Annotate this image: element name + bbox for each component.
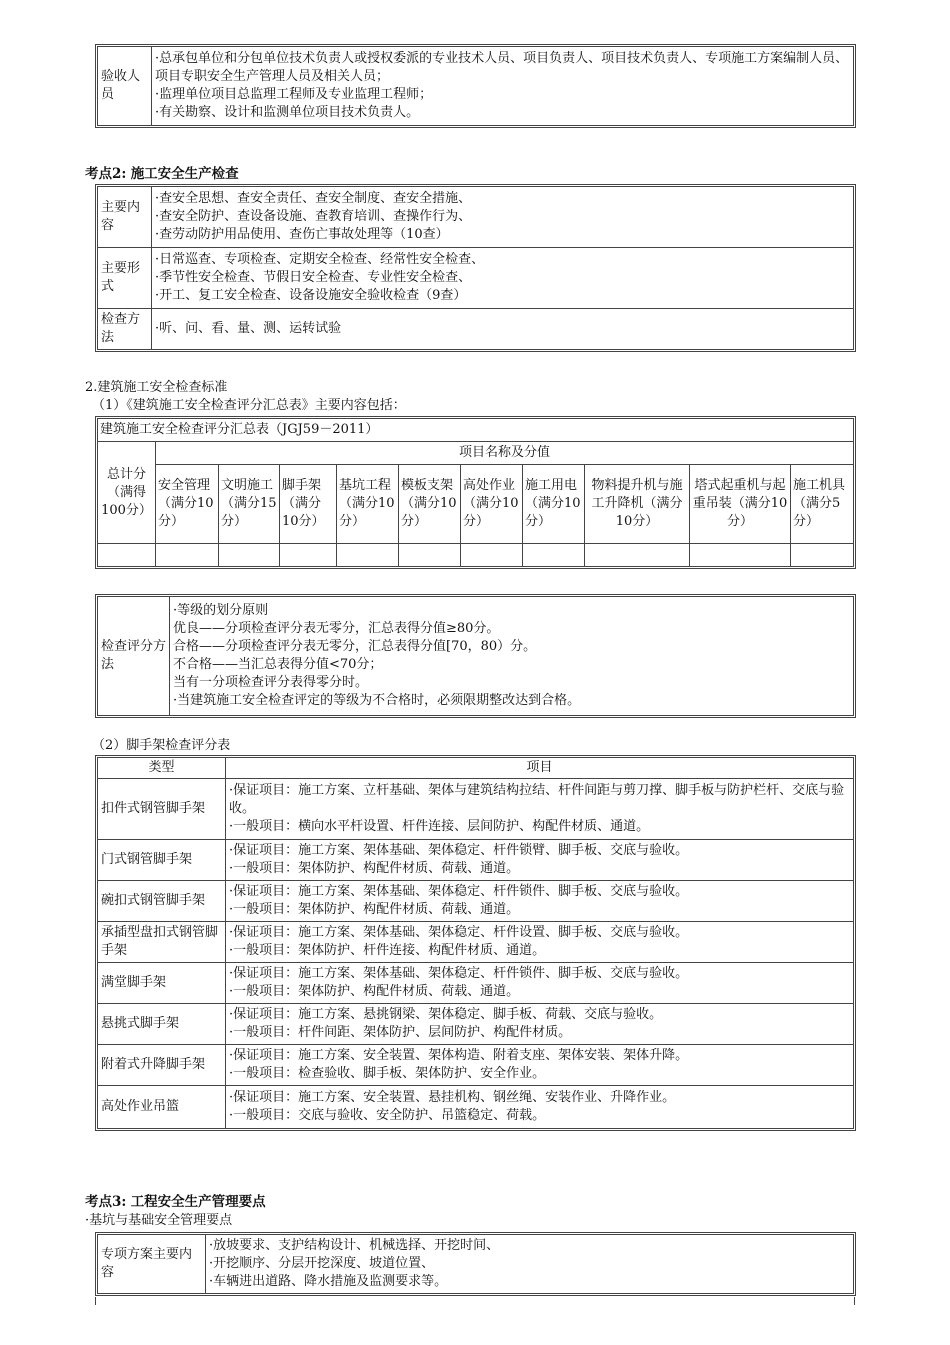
column-header: 物料提升机与施工升降机（满分10分） bbox=[585, 465, 690, 544]
method-line: ·等级的划分原则 bbox=[173, 603, 269, 618]
foundation-line: ·开挖顺序、分层开挖深度、坡道位置、 bbox=[209, 1256, 435, 1271]
section3-heading bbox=[85, 1193, 266, 1211]
summary-caption: 建筑施工安全检查评分汇总表（JGJ59－2011） bbox=[98, 419, 854, 442]
foundation-content bbox=[206, 1235, 854, 1294]
inspection-line: ·查安全防护、查设备设施、查教育培训、查操作行为、 bbox=[155, 209, 472, 224]
scoring-method-table bbox=[97, 596, 854, 716]
section3-heading-prefix: 考点3: bbox=[85, 1194, 127, 1210]
column-header: 文明施工（满分15分） bbox=[219, 465, 280, 544]
inspection-content bbox=[152, 187, 854, 248]
acceptance-label: 验收人员 bbox=[98, 47, 152, 126]
scaffold-line: ·一般项目：检查验收、脚手板、架体防护、安全作业。 bbox=[229, 1066, 546, 1081]
table-row bbox=[98, 881, 854, 922]
column-header: 高处作业（满分10分） bbox=[461, 465, 523, 544]
scaffold-line: ·保证项目：施工方案、架体基础、架体稳定、杆件锁件、脚手板、交底与验收。 bbox=[229, 884, 689, 899]
table-row bbox=[98, 922, 854, 963]
inspection-label: 主要形式 bbox=[98, 248, 152, 309]
scaffold-line: ·保证项目：施工方案、安全装置、架体构造、附着支座、架体安装、架体升降。 bbox=[229, 1048, 689, 1063]
scaffold-line: ·一般项目：架体防护、构配件材质、荷载、通道。 bbox=[229, 861, 520, 876]
scaffold-type: 附着式升降脚手架 bbox=[98, 1045, 226, 1086]
inspection-content bbox=[152, 309, 854, 350]
scaffold-header-item: 项目 bbox=[226, 758, 854, 779]
section2-heading-prefix: 考点2: bbox=[85, 166, 127, 182]
section3-subheading: ·基坑与基础安全管理要点 bbox=[85, 1213, 233, 1228]
inspection-line: ·查安全思想、查安全责任、查安全制度、查安全措施、 bbox=[155, 191, 472, 206]
scaffold-line: ·一般项目：架体防护、构配件材质、荷载、通道。 bbox=[229, 902, 520, 917]
scaffold-title: （2）脚手架检查评分表 bbox=[92, 738, 231, 753]
method-line: 合格——分项检查评分表无零分，汇总表得分值[70，80）分。 bbox=[173, 639, 537, 654]
inspection-line: ·查劳动防护用品使用、查伤亡事故处理等（10查） bbox=[155, 227, 449, 242]
empty-score-row bbox=[98, 544, 854, 567]
foundation-line: ·车辆进出道路、降水措施及监测要求等。 bbox=[209, 1274, 448, 1289]
column-header: 安全管理（满分10分） bbox=[156, 465, 219, 544]
table-row bbox=[98, 779, 854, 840]
acceptance-line: ·总承包单位和分包单位技术负责人或授权委派的专业技术人员、项目负责人、项目技术负责人、专项施工方案编制人员、项目专职安全生产管理人员及相关人员； bbox=[155, 51, 849, 84]
scaffold-score-table bbox=[97, 757, 854, 1129]
scaffold-line: ·保证项目：施工方案、架体基础、架体稳定、杆件锁件、脚手板、交底与验收。 bbox=[229, 966, 689, 981]
foundation-label: 专项方案主要内容 bbox=[98, 1235, 206, 1294]
table-row bbox=[98, 840, 854, 881]
acceptance-line: ·监理单位项目总监理工程师及专业监理工程师； bbox=[155, 87, 433, 102]
method-content bbox=[170, 597, 854, 716]
method-line: ·当建筑施工安全检查评定的等级为不合格时，必须限期整改达到合格。 bbox=[173, 693, 581, 708]
scaffold-line: ·一般项目：横向水平杆设置、杆件连接、层间防护、构配件材质、通道。 bbox=[229, 819, 650, 834]
scaffold-line: ·保证项目：施工方案、立杆基础、架体与建筑结构拉结、杆件间距与剪刀撑、脚手板与防护栏杆、交底与验收。 bbox=[229, 783, 845, 816]
scaffold-line: ·保证项目：施工方案、架体基础、架体稳定、杆件设置、脚手板、交底与验收。 bbox=[229, 925, 689, 940]
table-row bbox=[98, 1045, 854, 1086]
section2-heading bbox=[85, 165, 239, 183]
acceptance-content bbox=[152, 47, 854, 126]
column-header: 施工机具（满分5分） bbox=[791, 465, 854, 544]
foundation-line: ·放坡要求、支护结构设计、机械选择、开挖时间、 bbox=[209, 1238, 500, 1253]
table-continuation-right bbox=[854, 1297, 855, 1305]
safety-inspection-table bbox=[97, 186, 854, 350]
table-row bbox=[98, 1086, 854, 1129]
scaffold-type: 碗扣式钢管脚手架 bbox=[98, 881, 226, 922]
scaffold-line: ·一般项目：杆件间距、架体防护、层间防护、构配件材质。 bbox=[229, 1025, 572, 1040]
inspection-label: 检查方法 bbox=[98, 309, 152, 350]
column-header: 施工用电（满分10分） bbox=[523, 465, 585, 544]
method-line: 当有一分项检查评分表得零分时。 bbox=[173, 675, 369, 690]
scaffold-type: 扣件式钢管脚手架 bbox=[98, 779, 226, 840]
section2-heading-title: 施工安全生产检查 bbox=[130, 166, 239, 182]
scaffold-line: ·保证项目：施工方案、架体基础、架体稳定、杆件锁臂、脚手板、交底与验收。 bbox=[229, 843, 689, 858]
inspection-line: ·听、问、看、量、测、运转试验 bbox=[155, 321, 342, 336]
total-score-label: 总计分（满得100分） bbox=[98, 442, 156, 544]
column-header: 脚手架（满分10分） bbox=[280, 465, 337, 544]
summary-score-table bbox=[97, 418, 854, 567]
foundation-pit-table bbox=[97, 1234, 854, 1294]
table-row bbox=[98, 963, 854, 1004]
inspection-line: ·季节性安全检查、节假日安全检查、专业性安全检查、 bbox=[155, 270, 472, 285]
method-line: 优良——分项检查评分表无零分，汇总表得分值≥80分。 bbox=[173, 621, 500, 636]
acceptance-personnel-table bbox=[97, 46, 854, 126]
scaffold-line: ·一般项目：交底与验收、安全防护、吊篮稳定、荷载。 bbox=[229, 1108, 546, 1123]
column-header: 模板支架（满分10分） bbox=[399, 465, 461, 544]
scaffold-header-type: 类型 bbox=[98, 758, 226, 779]
scaffold-type: 承插型盘扣式钢管脚手架 bbox=[98, 922, 226, 963]
scaffold-line: ·一般项目：架体防护、杆件连接、构配件材质、通道。 bbox=[229, 943, 546, 958]
scaffold-type: 高处作业吊篮 bbox=[98, 1086, 226, 1129]
inspection-label: 主要内容 bbox=[98, 187, 152, 248]
table-continuation-left bbox=[95, 1297, 96, 1305]
scaffold-type: 门式钢管脚手架 bbox=[98, 840, 226, 881]
standard-title: 2.建筑施工安全检查标准 bbox=[85, 380, 228, 395]
inspection-content bbox=[152, 248, 854, 309]
column-header: 基坑工程（满分10分） bbox=[337, 465, 399, 544]
scaffold-line: ·保证项目：施工方案、悬挑钢梁、架体稳定、脚手板、荷载、交底与验收。 bbox=[229, 1007, 663, 1022]
project-group-header: 项目名称及分值 bbox=[156, 442, 854, 465]
scaffold-type: 满堂脚手架 bbox=[98, 963, 226, 1004]
section3-heading-title: 工程安全生产管理要点 bbox=[130, 1194, 266, 1210]
acceptance-line: ·有关勘察、设计和监测单位项目技术负责人。 bbox=[155, 105, 420, 120]
method-label: 检查评分方法 bbox=[98, 597, 170, 716]
method-line: 不合格——当汇总表得分值<70分； bbox=[173, 657, 383, 672]
standard-subtitle: （1）《建筑施工安全检查评分汇总表》主要内容包括： bbox=[92, 398, 406, 413]
scaffold-line: ·一般项目：架体防护、构配件材质、荷载、通道。 bbox=[229, 984, 520, 999]
scaffold-type: 悬挑式脚手架 bbox=[98, 1004, 226, 1045]
table-row bbox=[98, 1004, 854, 1045]
inspection-line: ·开工、复工安全检查、设备设施安全验收检查（9查） bbox=[155, 288, 467, 303]
column-header: 塔式起重机与起重吊装（满分10分） bbox=[690, 465, 791, 544]
inspection-line: ·日常巡查、专项检查、定期安全检查、经常性安全检查、 bbox=[155, 252, 485, 267]
scaffold-line: ·保证项目：施工方案、安全装置、悬挂机构、钢丝绳、安装作业、升降作业。 bbox=[229, 1090, 676, 1105]
